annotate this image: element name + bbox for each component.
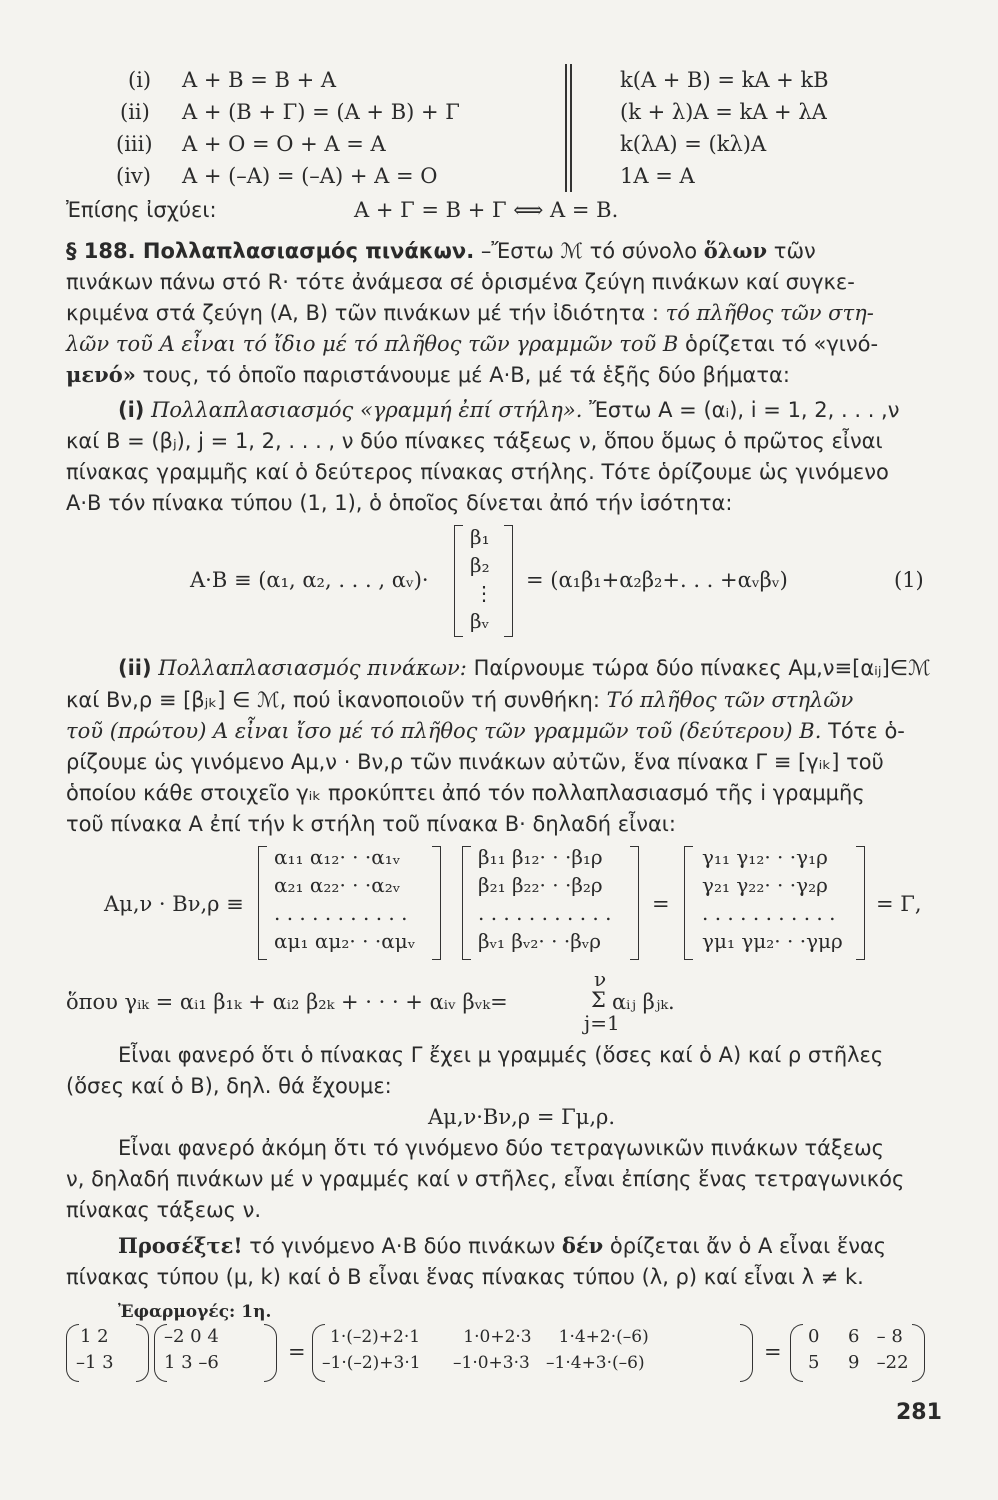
step-ii-text: Παίρνουμε τώρα δύο πίνακες Aμ,ν≡[αᵢⱼ]∈ℳ — [473, 656, 931, 680]
matrix-eq-lhs: Aμ,ν · Bν,ρ ≡ — [104, 892, 244, 916]
ii-line-3b: Τότε ὁ- — [828, 719, 905, 743]
eq1-col-3: ⋮ — [474, 581, 494, 605]
matrix-A-row-2: α₂₁ α₂₂· · ·α₂ᵥ — [274, 873, 401, 897]
app-m3-row-1: 1·(–2)+2·1 1·0+2·3 1·4+2·(–6) — [330, 1327, 649, 1347]
matrix-eq-tail: = Γ, — [876, 892, 922, 916]
matrix-A-row-1: α₁₁ α₁₂· · ·α₁ᵥ — [274, 845, 401, 869]
body-line-3b: τό πλῆθος τῶν στη- — [665, 301, 874, 325]
eq1-col-4: βᵥ — [470, 609, 490, 633]
eq1-col-1: β₁ — [470, 525, 490, 549]
matrix-A-bracket-left — [258, 846, 267, 960]
matrix-G-row-3: . . . . . . . . . . . — [702, 901, 836, 925]
app-m3-row-2: –1·(–2)+3·1 –1·0+3·3 –1·4+3·(–6) — [322, 1353, 645, 1373]
app-m2-paren-right — [264, 1324, 277, 1382]
matrix-G-bracket-left — [684, 846, 693, 960]
also-equation: A + Γ = B + Γ ⟺ A = B. — [354, 198, 619, 222]
matrix-G-row-4: γμ₁ γμ₂· · ·γμρ — [702, 929, 843, 953]
sum-lower-limit: j=1 — [584, 1011, 620, 1035]
matrix-B-bracket-left — [462, 846, 471, 960]
prop-label-iv: (iv) — [116, 164, 151, 188]
page-number: 281 — [896, 1400, 942, 1425]
double-rule-left — [565, 64, 567, 192]
after-line-6b: δέν — [561, 1233, 604, 1258]
prop-eq-iii: A + O = O + A = A — [182, 132, 386, 156]
body-line-2: πινάκων πάνω στό R· τότε ἀνάμεσα σέ ὁρισμένα ζεύγη πινάκων καί συγκε- — [66, 270, 855, 294]
matrix-G-row-1: γ₁₁ γ₁₂· · ·γ₁ρ — [702, 845, 828, 869]
prop-eq-i: A + B = B + A — [182, 68, 337, 92]
matrix-A-bracket-right — [432, 846, 441, 960]
eq1-lhs: A·B ≡ (α₁, α₂, . . . , αᵥ)· — [190, 568, 429, 592]
body-line-8: πίνακας γραμμῆς καί ὁ δεύτερος πίνακας στήλης. Τότε ὁρίζουμε ὡς γινόμενο — [66, 460, 889, 484]
prop-right-4: 1A = A — [620, 164, 695, 188]
ii-line-3a: τοῦ (πρώτου) A εἶναι ἴσο μέ τό πλῆθος τῶν γραμμῶν τοῦ (δεύτερου) B. — [66, 719, 822, 743]
matrix-B-row-1: β₁₁ β₁₂· · ·β₁ρ — [478, 845, 603, 869]
prop-label-iii: (iii) — [116, 132, 153, 156]
step-i-text: Ἔστω A = (αᵢ), i = 1, 2, . . . ,ν — [589, 398, 900, 422]
eq1-col-2: β₂ — [470, 553, 490, 577]
step-ii-label: (ii) — [118, 656, 152, 680]
ii-line-5: ὁποίου κάθε στοιχεῖο γᵢₖ προκύπτει ἀπό τόν πολλαπλασιασμό τῆς i γραμμῆς — [66, 781, 865, 805]
matrix-B-bracket-right — [630, 846, 639, 960]
matrix-B-row-4: βᵥ₁ βᵥ₂· · ·βᵥρ — [478, 929, 601, 953]
prop-label-ii: (ii) — [120, 100, 150, 124]
prop-label-i: (i) — [128, 68, 152, 92]
prop-eq-ii: A + (B + Γ) = (A + B) + Γ — [182, 100, 460, 124]
after-line-4: ν, δηλαδή πινάκων μέ ν γραμμές καί ν στῆλες, εἶναι ἐπίσης ἕνας τετραγωνικός — [66, 1167, 905, 1191]
section-emph-all: ὅλων — [703, 238, 768, 263]
body-line-4b: ὁρίζεται τό «γινό- — [685, 332, 879, 356]
matrix-B-row-3: . . . . . . . . . . . — [478, 901, 612, 925]
after-line-2: (ὅσες καί ὁ B), δηλ. θά ἔχουμε: — [66, 1074, 392, 1098]
sum-term: αᵢⱼ βⱼₖ. — [612, 990, 675, 1014]
section-title: § 188. Πολλαπλασιασμός πινάκων. — [66, 239, 475, 263]
after-equation: Aμ,ν·Bν,ρ = Γμ,ρ. — [428, 1105, 616, 1129]
app-m4-row-2: 5 9 –22 — [808, 1352, 909, 1373]
app-m2-row-2: 1 3 –6 — [164, 1352, 219, 1373]
eq1-bracket-right — [504, 525, 513, 637]
app-m4-row-1: 0 6 – 8 — [808, 1326, 903, 1347]
app-m4-paren-right — [912, 1324, 925, 1382]
after-line-7: πίνακας τύπου (μ, k) καί ὁ B εἶναι ἕνας πίνακας τύπου (λ, ρ) καί εἶναι λ ≠ k. — [66, 1265, 864, 1289]
app-m1-paren-right — [136, 1324, 149, 1382]
app-m2-row-1: –2 0 4 — [164, 1326, 219, 1347]
step-i-title: Πολλαπλασιασμός «γραμμή ἐπί στήλη». — [151, 398, 583, 422]
step-ii-title: Πολλαπλασιασμός πινάκων: — [158, 656, 467, 680]
after-line-3: Εἶναι φανερό ἀκόμη ὅτι τό γινόμενο δύο τετραγωνικῶν πινάκων τάξεως — [118, 1136, 884, 1160]
after-line-5: πίνακας τάξεως ν. — [66, 1198, 262, 1222]
matrix-A-row-4: αμ₁ αμ₂· · ·αμᵥ — [274, 929, 416, 953]
app-eq-2: = — [764, 1340, 782, 1364]
section-intro: –Ἔστω ℳ τό σύνολο — [480, 239, 698, 263]
prop-eq-iv: A + (–A) = (–A) + A = O — [182, 164, 438, 188]
section-intro-end: τῶν — [773, 239, 816, 263]
ii-line-6: τοῦ πίνακα A ἐπί τήν k στήλη τοῦ πίνακα B· δηλαδή εἶναι: — [66, 812, 676, 836]
app-m3-paren-right — [740, 1324, 753, 1382]
body-line-5a: μενό» — [66, 362, 136, 387]
prop-right-1: k(A + B) = kA + kB — [620, 68, 829, 92]
matrix-G-row-2: γ₂₁ γ₂₂· · ·γ₂ρ — [702, 873, 828, 897]
body-line-9: A·B τόν πίνακα τύπου (1, 1), ὁ ὁποῖος δίνεται ἀπό τήν ἰσότητα: — [66, 491, 733, 515]
step-i-label: (i) — [118, 398, 145, 422]
matrix-G-bracket-right — [856, 846, 865, 960]
matrix-eq-sign: = — [652, 892, 670, 916]
applications-label: Ἐφαρμογές: 1η. — [118, 1302, 272, 1322]
ii-line-4: ρίζουμε ὡς γινόμενο Aμ,ν · Bν,ρ τῶν πινάκων αὐτῶν, ἕνα πίνακα Γ ≡ [γᵢₖ] τοῦ — [66, 750, 884, 774]
eq1-number: (1) — [894, 568, 924, 592]
app-m1-row-1: 1 2 — [80, 1326, 109, 1347]
body-line-4a: λῶν τοῦ A εἶναι τό ἴδιο μέ τό πλῆθος τῶν γραμμῶν τοῦ B — [66, 332, 679, 356]
app-m4-paren-left — [790, 1324, 803, 1382]
prop-right-2: (k + λ)A = kA + λA — [620, 100, 827, 124]
matrix-A-row-3: . . . . . . . . . . . — [274, 901, 408, 925]
after-line-6a: τό γινόμενο A·B δύο πινάκων — [249, 1234, 556, 1258]
body-line-3a: κριμένα στά ζεύγη (A, B) τῶν πινάκων μέ τήν ἰδιότητα : — [66, 301, 659, 325]
prop-right-3: k(λA) = (kλ)A — [620, 132, 767, 156]
app-eq-1: = — [288, 1340, 306, 1364]
ii-line-2b: Τό πλῆθος τῶν στηλῶν — [606, 688, 854, 712]
after-line-1: Εἶναι φανερό ὅτι ὁ πίνακας Γ ἔχει μ γραμμές (ὅσες καί ὁ A) καί ρ στῆλες — [118, 1043, 884, 1067]
gamma-definition: ὅπου γᵢₖ = αᵢ₁ β₁ₖ + αᵢ₂ β₂ₖ + · · · + αᵢᵥ βᵥₖ= — [66, 990, 508, 1014]
after-line-6c: ὁρίζεται ἄν ὁ A εἶναι ἕνας — [609, 1234, 887, 1258]
also-label: Ἐπίσης ἰσχύει: — [66, 198, 217, 222]
body-line-5b: τους, τό ὁποῖο παριστάνουμε μέ A·B, μέ τά ἑξῆς δύο βήματα: — [142, 363, 790, 387]
eq1-rhs: = (α₁β₁+α₂β₂+. . . +αᵥβᵥ) — [526, 568, 788, 592]
attention-label: Προσέξτε! — [118, 1233, 243, 1258]
sum-symbol: Σ — [591, 988, 606, 1012]
sum-upper-limit: ν — [594, 967, 607, 991]
double-rule-right — [570, 64, 572, 192]
ii-line-2a: καί Bν,ρ ≡ [βⱼₖ] ∈ ℳ, πού ἱκανοποιοῦν τή συνθήκη: — [66, 688, 600, 712]
eq1-bracket-left — [454, 525, 463, 637]
body-line-7: καί B = (βⱼ), j = 1, 2, . . . , ν δύο πίνακες τάξεως ν, ὅπου ὅμως ὁ πρῶτος εἶναι — [66, 429, 883, 453]
app-m1-row-2: –1 3 — [76, 1352, 114, 1373]
matrix-B-row-2: β₂₁ β₂₂· · ·β₂ρ — [478, 873, 603, 897]
